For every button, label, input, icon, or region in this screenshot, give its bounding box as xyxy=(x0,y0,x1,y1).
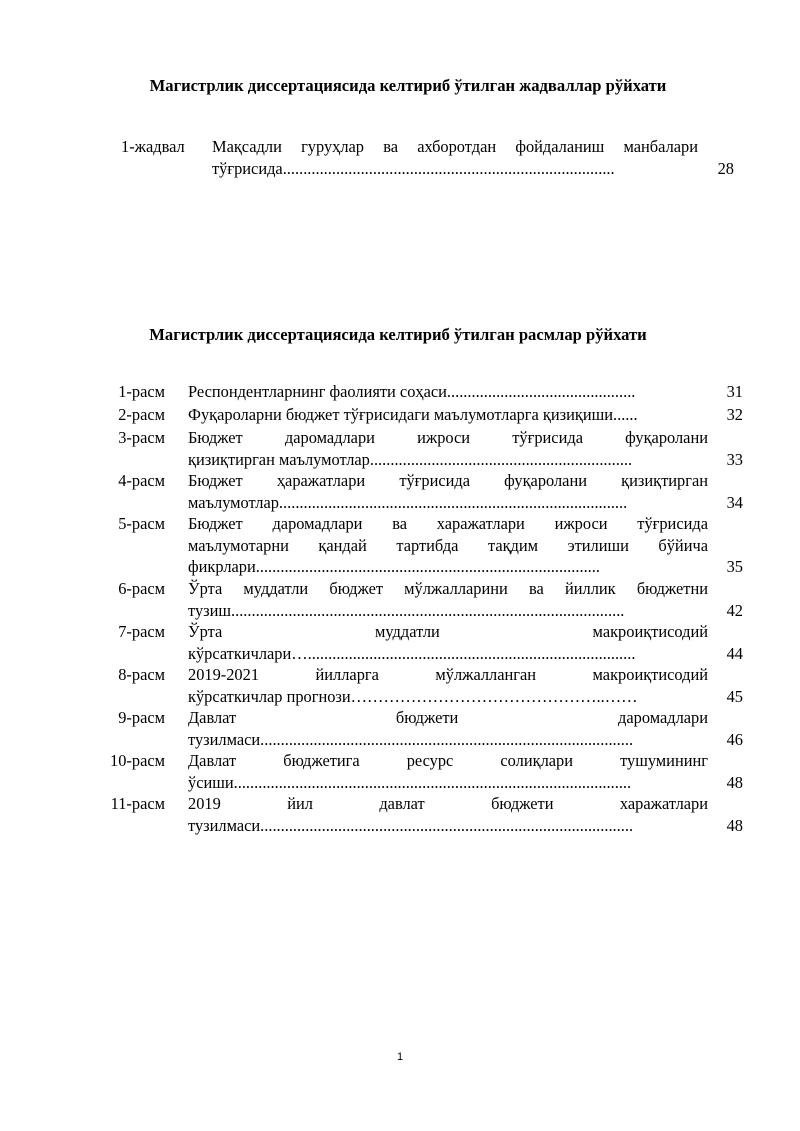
table-entry-title xyxy=(212,136,698,179)
figure-entry-label: 5-расм xyxy=(118,514,165,533)
figure-entry-title xyxy=(188,707,708,750)
figure-entry-label: 6-расм xyxy=(118,579,165,598)
figure-entry-page: 32 xyxy=(726,405,743,424)
figure-entry-title xyxy=(188,750,708,793)
figure-entry-title-line: кўрсаткичлар прогнози………………………………………..…… xyxy=(188,686,638,706)
table-entry-title-line: тўғрисида................................................................................. xyxy=(212,158,615,178)
figure-entry-label: 3-расм xyxy=(118,428,165,447)
figure-entry-page: 34 xyxy=(726,492,743,512)
figure-entry-title-line: ўсиши................................................................................................. xyxy=(188,772,632,792)
figure-entry-page: 42 xyxy=(726,600,743,620)
figure-entry-title xyxy=(188,513,708,578)
table-entry-label: 1-жадвал xyxy=(121,137,185,156)
figure-entry-page: 45 xyxy=(726,686,743,706)
table-entry-page: 28 xyxy=(717,159,734,178)
figure-entry-title-line: маълумотарни қандай тартибда тақдим этилиши бўйича xyxy=(188,535,708,555)
figure-entry-title-line: Бюджет даромадлари ва харажатлари ижроси тўғрисида xyxy=(188,514,708,533)
figure-entry-title xyxy=(188,664,708,707)
figure-entry-label: 7-расм xyxy=(118,622,165,641)
figure-entry-title-line: Ўрта муддатли бюджет мўлжалларини ва йиллик бюджетни xyxy=(188,579,708,598)
figure-entry-page: 31 xyxy=(726,382,743,401)
table-entry-title-line: Мақсадли гуруҳлар ва ахборотдан фойдаланиш манбалари xyxy=(212,137,698,156)
figure-entry-title-line: қизиқтирган маълумотлар................................................................ xyxy=(188,449,633,469)
figure-entry-title-line: маълумотлар..................................................................................... xyxy=(188,492,628,512)
figure-entry-page: 48 xyxy=(726,815,743,835)
figure-entry-label: 2-расм xyxy=(118,405,165,424)
figure-entry-title-line: Фуқароларни бюджет тўғрисидаги маълумотларга қизиқиши...... xyxy=(188,405,638,424)
figure-entry-page: 46 xyxy=(726,729,743,749)
figure-entry-title-line: Давлат бюджети даромадлари xyxy=(188,708,708,727)
figure-entry-title-line: Давлат бюджетига ресурс солиқлари тушумининг xyxy=(188,751,708,770)
figure-entry-page: 33 xyxy=(726,449,743,469)
figure-entry-page: 35 xyxy=(726,557,743,576)
figure-entry-page: 44 xyxy=(726,643,743,663)
figure-entry-label: 11-расм xyxy=(110,794,165,813)
figure-entry-title xyxy=(188,793,708,836)
figure-entry-title xyxy=(188,404,708,426)
page-number: 1 xyxy=(396,1051,404,1063)
figure-entry-title xyxy=(188,427,708,470)
figure-entry-title-line: тузиш................................................................................................ xyxy=(188,600,625,620)
figure-entry-label: 8-расм xyxy=(118,665,165,684)
figure-entry-title-line: тузилмаси........................................................................................... xyxy=(188,815,634,835)
figure-entry-title-line: Бюджет даромадлари ижроси тўғрисида фуқаролани xyxy=(188,428,708,447)
figure-entry-page: 48 xyxy=(726,772,743,792)
figure-entry-title xyxy=(188,621,708,664)
figure-entry-title-line: 2019-2021 йилларга мўлжалланган макроиқтисодий xyxy=(188,665,708,684)
figures-list-heading: Магистрлик диссертациясида келтириб ўтилган расмлар рўйхати xyxy=(149,325,647,344)
figure-entry-title xyxy=(188,578,708,621)
figure-entry-title-line: Респондентларнинг фаолияти соҳаси.............................................. xyxy=(188,382,636,401)
figure-entry-label: 9-расм xyxy=(118,708,165,727)
figure-entry-label: 1-расм xyxy=(118,382,165,401)
figure-entry-title-line: кўрсаткичлари…................................................................................ xyxy=(188,643,636,663)
figure-entry-label: 10-расм xyxy=(110,751,165,770)
figure-entry-title-line: тузилмаси........................................................................................... xyxy=(188,729,634,749)
figure-entry-title-line: 2019 йил давлат бюджети харажатлари xyxy=(188,794,708,813)
tables-list-heading: Магистрлик диссертациясида келтириб ўтилган жадваллар рўйхати xyxy=(149,76,667,95)
figure-entry-title xyxy=(188,381,708,403)
figure-entry-title-line: Бюджет ҳаражатлари тўғрисида фуқаролани қизиқтирган xyxy=(188,471,708,490)
figure-entry-title xyxy=(188,470,708,513)
figure-entry-label: 4-расм xyxy=(118,471,165,490)
figure-entry-title-line: фикрлари.................................................................................... xyxy=(188,557,600,576)
figure-entry-title-line: Ўрта муддатли макроиқтисодий xyxy=(188,622,708,641)
